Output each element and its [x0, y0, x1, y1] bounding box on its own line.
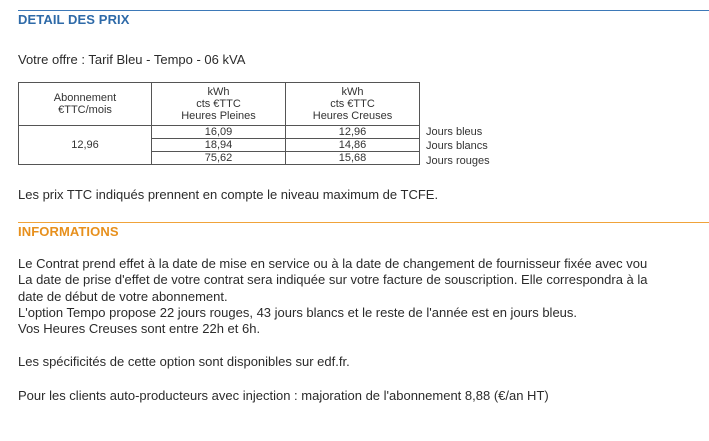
info-line-6: Les spécificités de cette option sont disponibles sur edf.fr. — [18, 354, 350, 369]
info-line-2: La date de prise d'effet de votre contrat sera indiquée sur votre facture de souscription. Elle correspondra à la — [18, 272, 648, 287]
header-full-hours: kWh cts €TTC Heures Pleines — [152, 83, 286, 126]
header-off-peak-hours: kWh cts €TTC Heures Creuses — [286, 83, 420, 126]
price-hc-blue: 12,96 — [286, 126, 420, 139]
info-line-4: L'option Tempo propose 22 jours rouges, 43 jours blancs et le reste de l'année est en jours bleus. — [18, 305, 578, 320]
prices-section-rule — [18, 10, 709, 11]
info-line-3: date de début de votre abonnement. — [18, 289, 228, 304]
subscription-value: 12,96 — [19, 126, 152, 165]
info-line-1: Le Contrat prend effet à la date de mise en service ou à la date de changement de fournisseur fixée avec vou — [18, 256, 648, 271]
header-subscription: Abonnement €TTC/mois — [19, 83, 152, 126]
prices-section-title: DETAIL DES PRIX — [18, 12, 130, 27]
price-hp-red: 75,62 — [152, 152, 286, 165]
info-section-rule — [18, 222, 709, 223]
price-hc-red: 15,68 — [286, 152, 420, 165]
row-label-blue-days: Jours bleus — [426, 126, 483, 138]
offer-line: Votre offre : Tarif Bleu - Tempo - 06 kVA — [18, 52, 246, 67]
price-hp-white: 18,94 — [152, 139, 286, 152]
row-label-white-days: Jours blancs — [426, 140, 488, 152]
info-line-5: Vos Heures Creuses sont entre 22h et 6h. — [18, 321, 261, 336]
price-hc-white: 14,86 — [286, 139, 420, 152]
price-table — [18, 82, 420, 165]
price-hp-blue: 16,09 — [152, 126, 286, 139]
info-line-7: Pour les clients auto-producteurs avec injection : majoration de l'abonnement 8,88 (€/an HT) — [18, 388, 549, 403]
tcfe-note: Les prix TTC indiqués prennent en compte le niveau maximum de TCFE. — [18, 187, 439, 202]
row-label-red-days: Jours rouges — [426, 155, 490, 167]
info-section-title: INFORMATIONS — [18, 224, 119, 239]
